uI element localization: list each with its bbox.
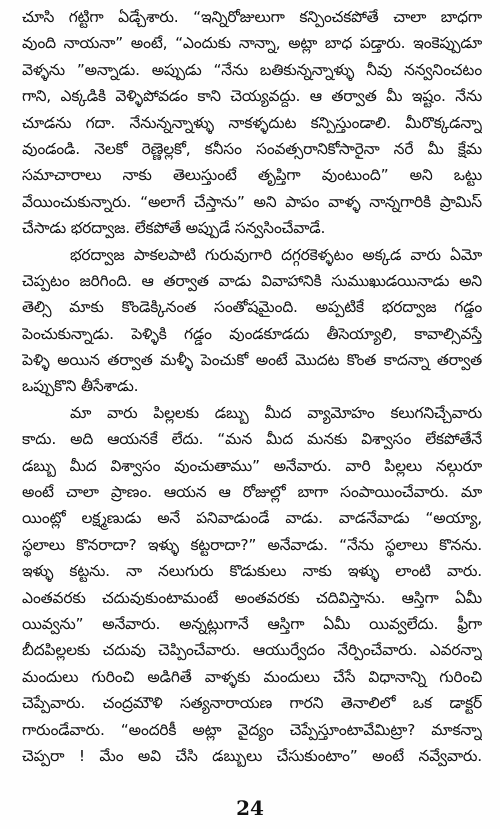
text-line: చెప్పరా ! మేం అవి చేసి డబ్బులు చేసుకుంటాం” అంటే నవ్వేవారు. (22, 746, 482, 765)
text-line: యింట్లో లక్ష్మణుడు అనే పనివాడుండే వాడు. వాడనేవాడు “అయ్యా, (22, 509, 482, 528)
text-line: వేయించుకున్నారు. “అలాగే చేస్తాను” అని పాపం వాళ్ళ నాన్నగారికి ప్రామిస్ (22, 192, 482, 211)
text-line: చెప్పేవారు. చంద్రమౌళి సత్యనారాయణ గారని తెనాలిలో ఒక డాక్టర్ (22, 694, 482, 713)
paragraph-3 (22, 400, 482, 769)
text-line: చేసాడు భరద్వాజ. లేకపోతే అప్పుడే సన్వసించేవాడే. (22, 219, 326, 238)
text-line: వుండండి. నెలకో రెణ్ణెల్లకో, కనీసం సంవత్సరానికోసారైనా నరే మీ క్షేమ (22, 139, 482, 158)
page-body-text (22, 4, 482, 769)
page-number: 24 (236, 796, 264, 820)
text-line: వెళ్ళను ”అన్నాడు. అప్పుడు “నేను బతికున్నన్నాళ్ళు నీవు నన్వనించటం (22, 60, 482, 79)
text-line: ఒప్పుకొని తీసేశాడు. (22, 377, 139, 396)
text-line: తెల్సి మాకు కొండెక్కినంత సంతోషమైంది. అప్పటికే భరద్వాజ గడ్డం (22, 298, 482, 317)
text-line: మందులు గురించి అడిగితే వాళ్ళకు మందులు చేసే విధానాన్ని గురించి (22, 667, 482, 686)
text-line: బీదపిల్లలకు చదువు చెప్పించేవారు. ఆయుర్వేదం నేర్పించేవారు. ఎవరన్నా (22, 641, 482, 660)
text-line: ఇళ్ళు కట్టను. నా నలుగురు కొడుకులు నాకు ఇళ్ళు లాంటి వారు. (22, 562, 482, 581)
text-line: పెళ్ళి అయిన తర్వాత మళ్ళీ పెంచుకో అంటే మొదట కొంత కాదన్నా తర్వాత (22, 351, 482, 370)
text-line: వుంది నాయనా” అంటే, “ఎందుకు నాన్నా, అట్లా బాధ పడ్తారు. ఇంకెప్పుడూ (22, 34, 482, 53)
paragraph-2 (22, 242, 482, 400)
text-line: భరద్వాజ పాకలపాటి గురువుగారి దగ్గరకెళ్ళటం అక్కడ వారు ఏమో (70, 245, 482, 264)
text-line: యివ్వను” అనేవారు. అన్నట్లుగానే ఆస్తిగా ఏమీ యివ్వలేదు. ఫ్రీగా (22, 614, 482, 633)
text-line: గారుండేవారు. “అందరికీ అట్లా వైద్యం చెప్పేస్తూంటావేమిట్రా? మాకన్నా (22, 720, 482, 739)
text-line: మా వారు పిల్లలకు డబ్బు మీద వ్యామోహం కలుగనిచ్చేవారు (70, 403, 482, 422)
text-line: చూసి గట్టిగా ఏడ్చేశారు. “ఇన్నిరోజులుగా కన్పించకపోతే చాలా బాధగా (22, 8, 482, 26)
text-line: చూడను గదా. నేనున్నన్నాళ్ళు నాకళ్ళదుట కన్పిస్తుండాలి. మీరొక్కడన్నా (22, 113, 482, 132)
text-line: డబ్బు మీద విశ్వాసం వుంచుతాము” అనేవారు. వారి పిల్లలు నల్గురూ (22, 456, 482, 475)
text-line: అంటే చాలా ప్రాణం. ఆయన ఆ రోజుల్లో బాగా సంపాయించేవారు. మా (22, 483, 482, 502)
text-line: స్థలాలు కొనరాదా? ఇళ్ళు కట్టరాదా?” అనేవాడు. “నేను స్థలాలు కొనను. (22, 535, 482, 554)
text-line: కాదు. అది ఆయనకే లేదు. “మన మీద మనకు విశ్వాసం లేకపోతేనే (22, 430, 482, 449)
text-line: పెంచుకున్నాడు. పెళ్ళికి గడ్డం వుండకూడదు తీసెయ్యాలి, కావాల్సివస్తే (22, 324, 482, 343)
text-line: గాని, ఎక్కడికి వెళ్ళిపోవడం కాని చెయ్యవద్దు. ఆ తర్వాత మీ ఇష్టం. నేను (22, 87, 482, 106)
text-line: ఎంతవరకు చదువుకుంటామంటే అంతవరకు చదివిస్తాను. ఆస్తిగా ఏమీ (22, 588, 482, 607)
text-line: చెప్పటం జరిగింది. ఆ తర్వాత వాడు వివాహానికి సుముఖుడయినాడు అని (22, 271, 482, 290)
paragraph-1 (22, 4, 482, 242)
text-line: సమాచారాలు నాకు తెలుస్తుంటే తృప్తిగా వుంటుంది” అని ఒట్టు (22, 166, 482, 185)
